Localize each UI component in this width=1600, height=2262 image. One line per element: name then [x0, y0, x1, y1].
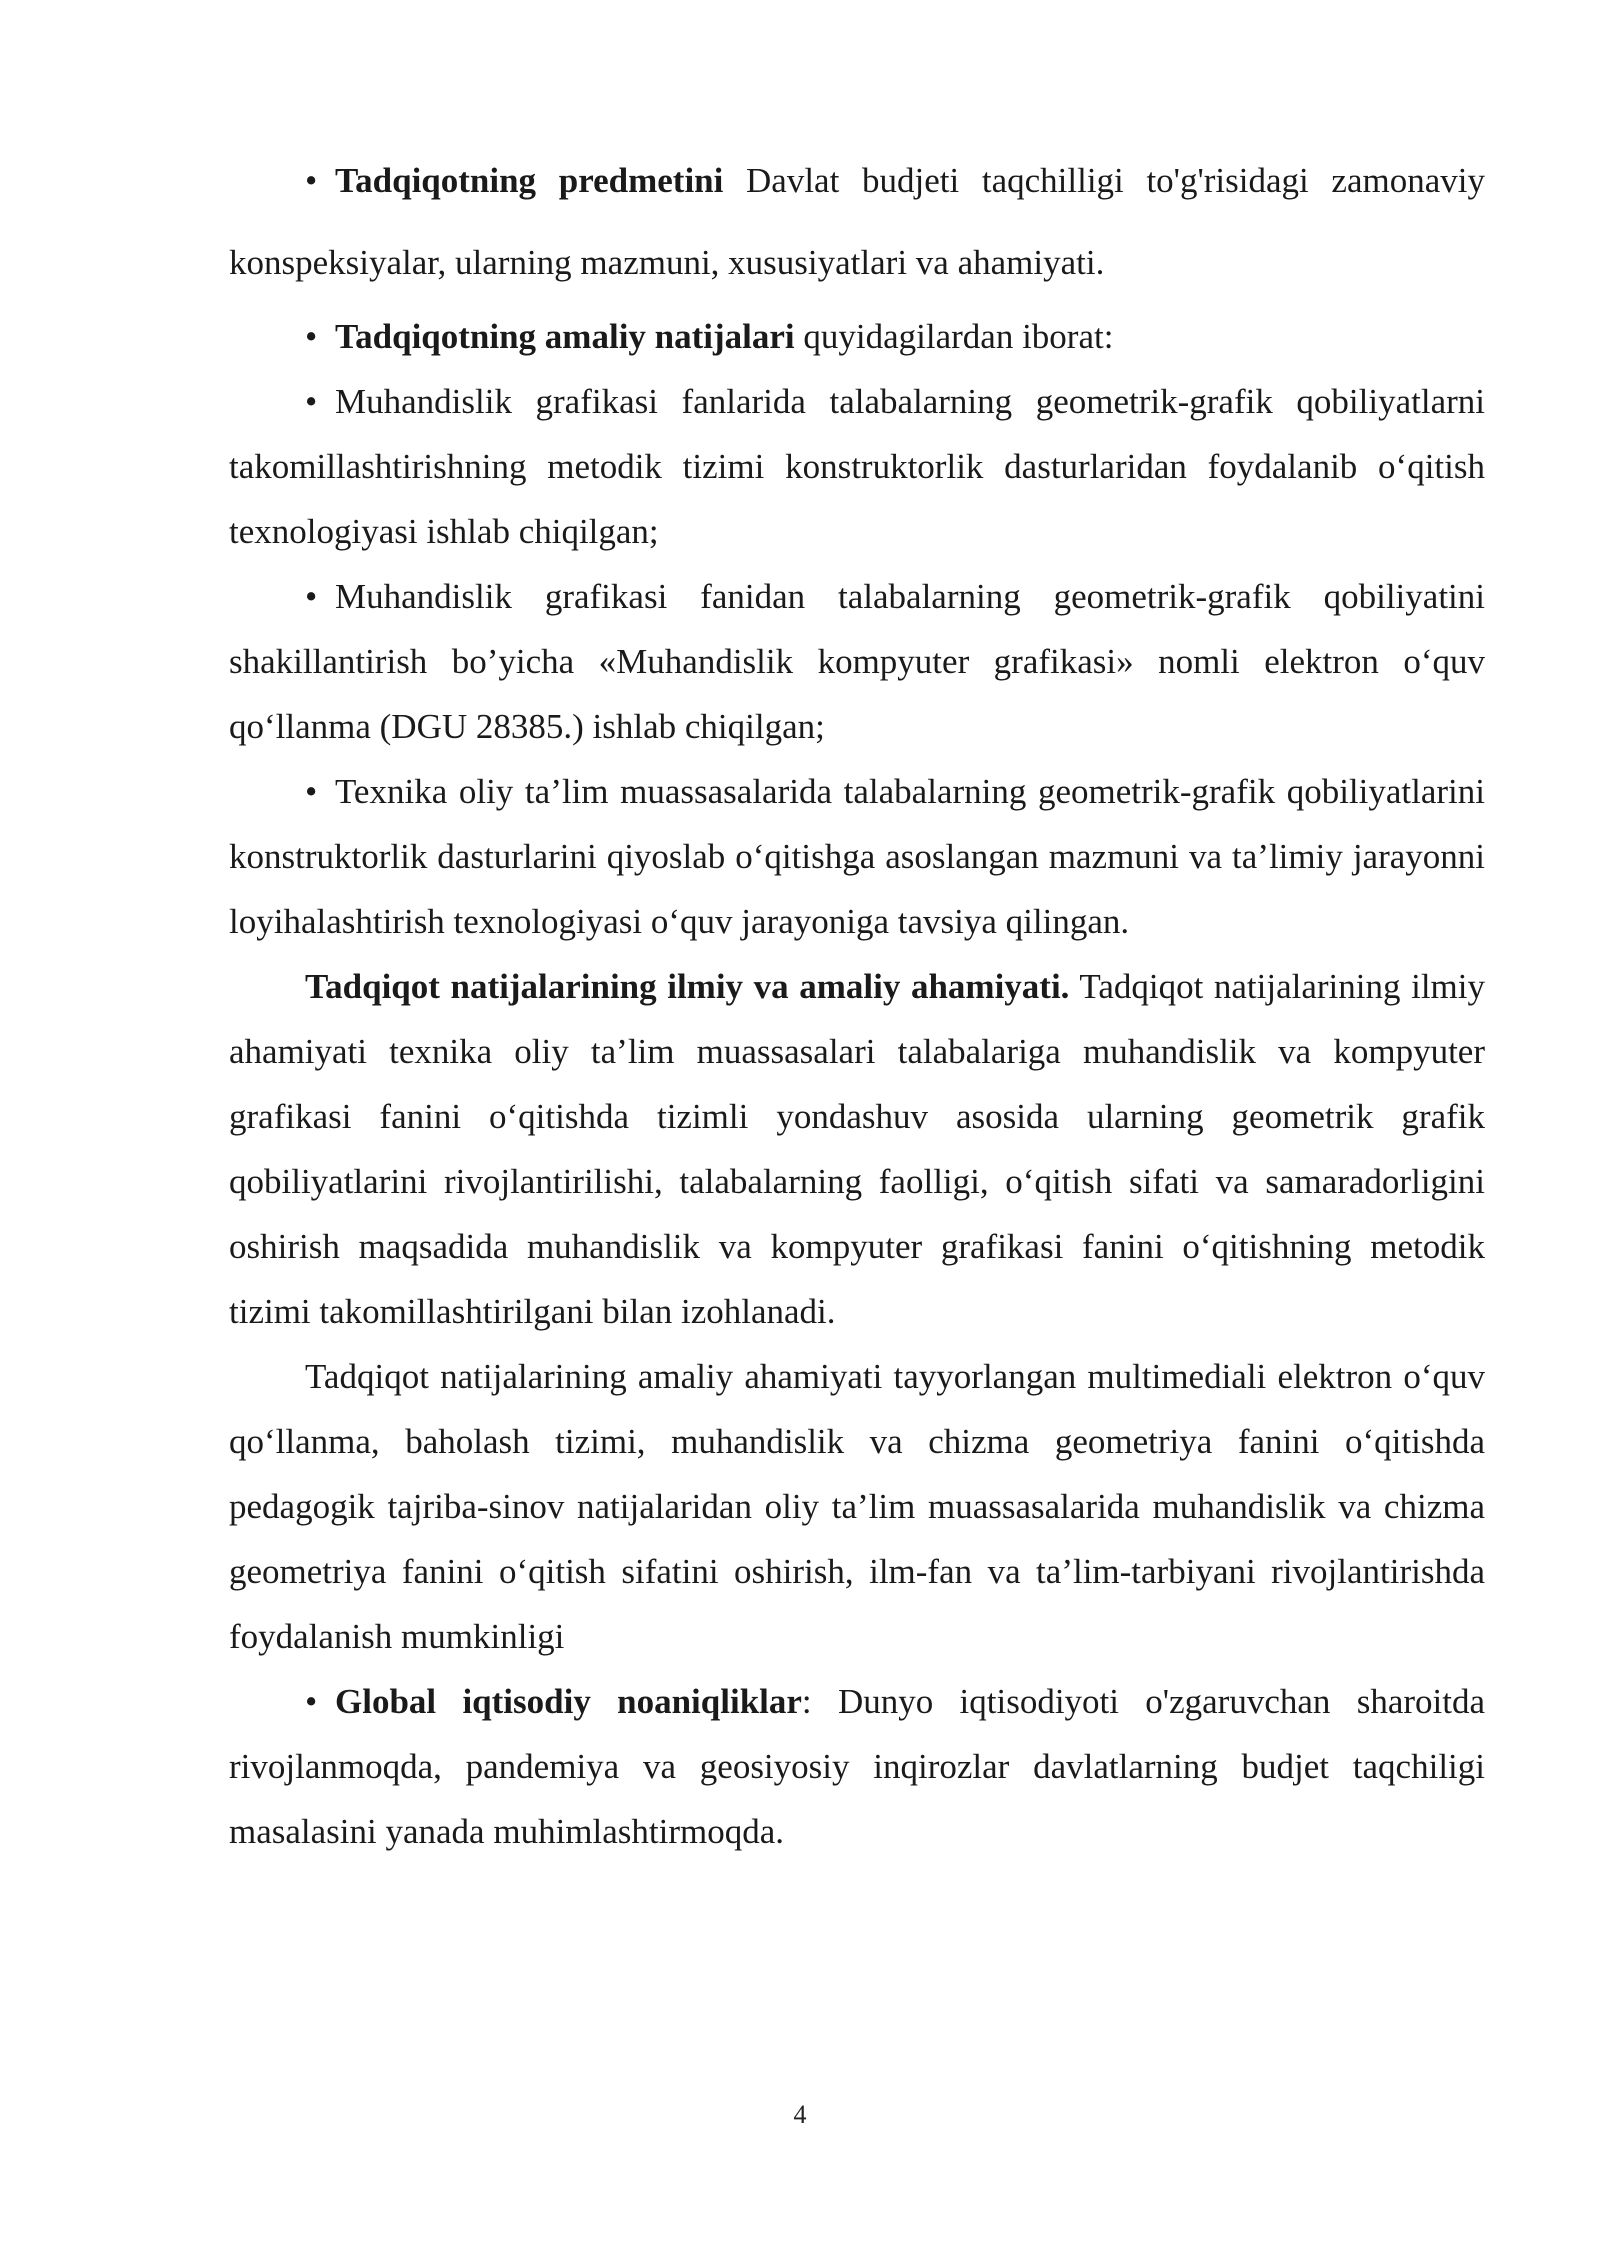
- bullet-icon: •: [305, 382, 318, 421]
- bullet-icon: •: [305, 772, 318, 811]
- paragraph-heading: Global iqtisodiy noaniqliklar: [335, 1682, 802, 1721]
- list-item-electronic-manual: [229, 564, 1485, 759]
- paragraph-text: Davlat budjeti taqchilligi to'g'risidagi zamonaviy konspeksiyalar, ularning mazmuni, xususiyatlari va ahamiyati.: [229, 161, 1485, 282]
- list-item-methodic-system: [229, 369, 1485, 564]
- paragraph-practical-significance: [229, 1344, 1485, 1669]
- paragraph-heading: Tadqiqotning predmetini: [335, 161, 724, 200]
- list-item-design-technology: [229, 759, 1485, 954]
- paragraph-text: Tadqiqot natijalarining ilmiy ahamiyati texnika oliy ta’lim muassasalari talabalariga muhandislik va kompyuter grafikasi fanini o‘qitishda tizimli yondashuv asosida ularning geometrik grafik qobiliyatlarini rivojlantirilishi, talabalarning faolligi, o‘qitish sifati va samaradorligini oshirish maqsadida muhandislik va kompyuter grafikasi fanini o‘qitishning metodik tizimi takomillashtirilgani bilan izohlanadi.: [229, 967, 1485, 1331]
- document-body: [229, 140, 1485, 1864]
- bullet-icon: •: [305, 577, 318, 616]
- paragraph-subject: [229, 140, 1485, 304]
- paragraph-text: : Dunyo iqtisodiyoti o'zgaruvchan sharoitda rivojlanmoqda, pandemiya va geosiyosiy inqirozlar davlatlarning budjet taqchiligi masalasini yanada muhimlashtirmoqda.: [229, 1682, 1485, 1851]
- bullet-icon: •: [305, 1682, 318, 1721]
- paragraph-text: Texnika oliy ta’lim muassasalarida talabalarning geometrik-grafik qobiliyatlarini konstruktorlik dasturlarini qiyoslab o‘qitishga asoslangan mazmuni va ta’limiy jarayonni loyihalashtirish texnologiyasi o‘quv jarayoniga tavsiya qilingan.: [229, 772, 1485, 941]
- paragraph-practical-results: [229, 304, 1485, 369]
- page-number: 4: [793, 2100, 807, 2129]
- paragraph-significance: [229, 954, 1485, 1344]
- paragraph-heading: Tadqiqotning amaliy natijalari: [335, 317, 795, 356]
- paragraph-text: Muhandislik grafikasi fanidan talabalarning geometrik-grafik qobiliyatini shakillantirish bo’yicha «Muhandislik kompyuter grafikasi» nomli elektron o‘quv qo‘llanma (DGU 28385.) ishlab chiqilgan;: [229, 577, 1485, 746]
- bullet-icon: •: [305, 317, 318, 356]
- paragraph-heading: Tadqiqot natijalarining ilmiy va amaliy ahamiyati.: [305, 967, 1070, 1006]
- paragraph-global-uncertainty: [229, 1669, 1485, 1864]
- bullet-icon: •: [305, 161, 318, 200]
- paragraph-text: Muhandislik grafikasi fanlarida talabalarning geometrik-grafik qobiliyatlarni takomillashtirishning metodik tizimi konstruktorlik dasturlaridan foydalanib o‘qitish texnologiyasi ishlab chiqilgan;: [229, 382, 1485, 551]
- paragraph-text: Tadqiqot natijalarining amaliy ahamiyati tayyorlangan multimediali elektron o‘quv qo‘llanma, baholash tizimi, muhandislik va chizma geometriya fanini o‘qitishda pedagogik tajriba-sinov natijalaridan oliy ta’lim muassasalarida muhandislik va chizma geometriya fanini o‘qitish sifatini oshirish, ilm-fan va ta’lim-tarbiyani rivojlantirishda foydalanish mumkinligi: [229, 1357, 1485, 1656]
- paragraph-text: quyidagilardan iborat:: [794, 317, 1114, 356]
